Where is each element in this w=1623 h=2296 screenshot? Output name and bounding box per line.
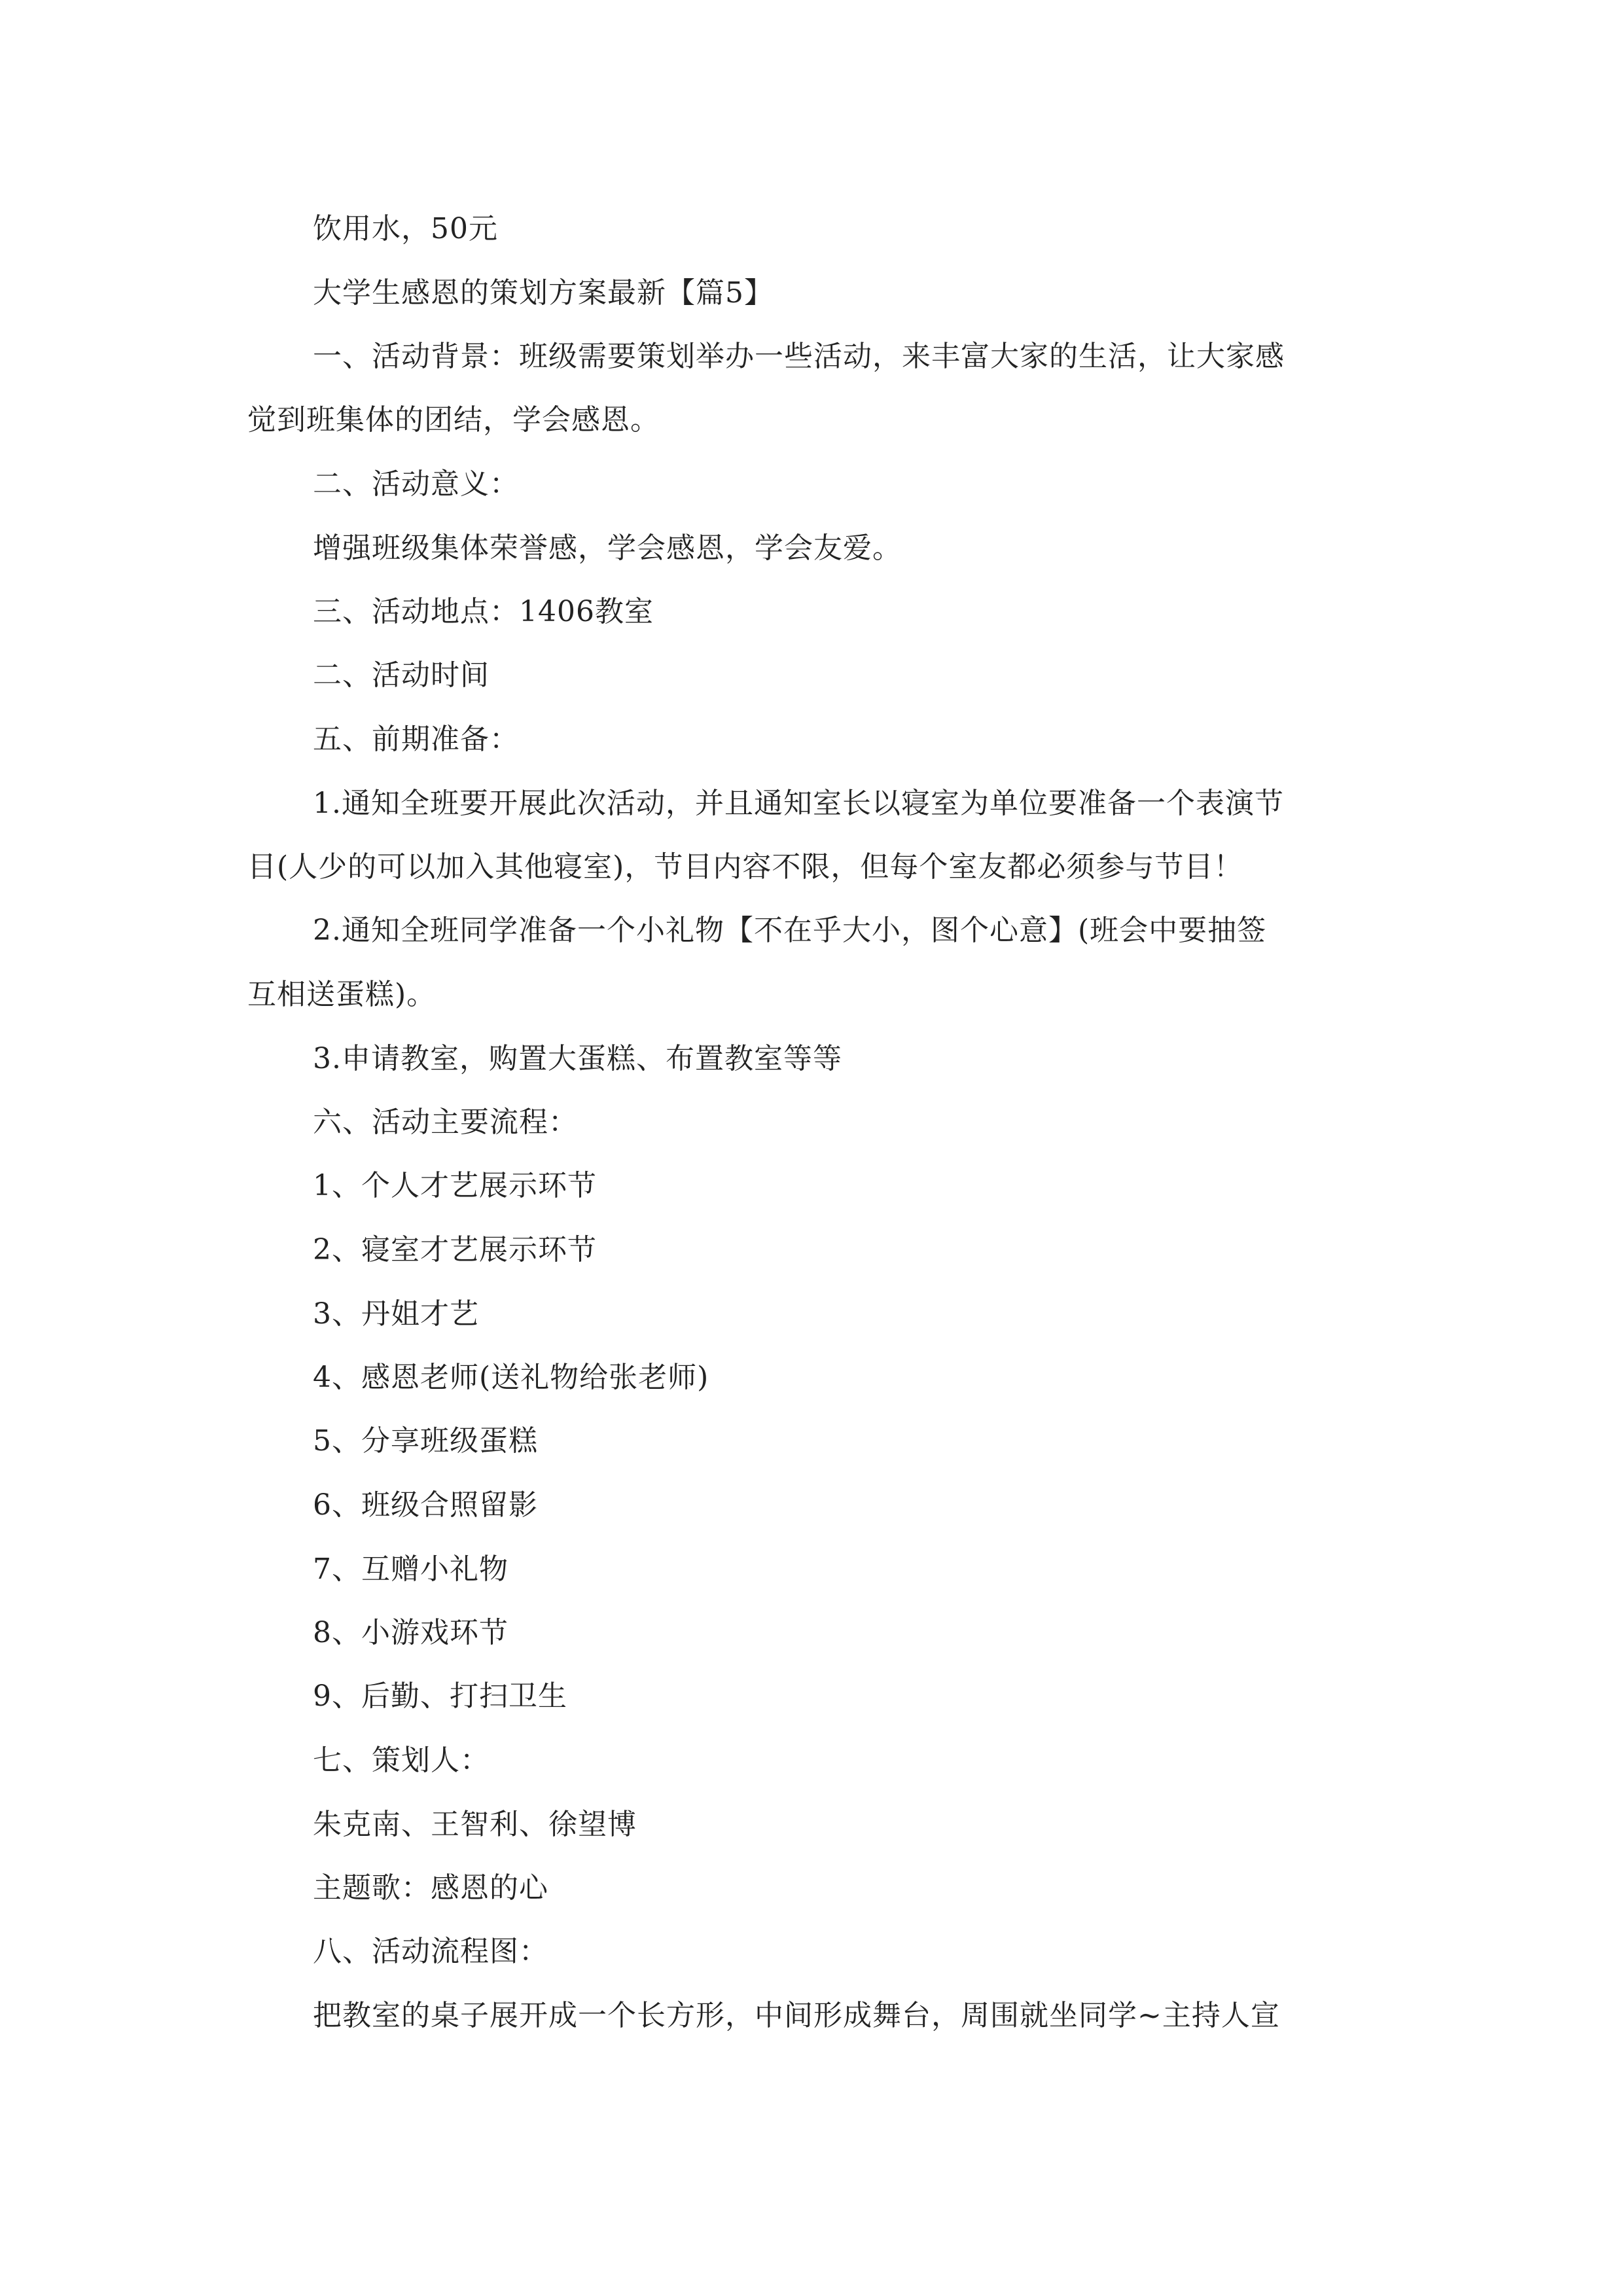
process-item-2: 2、寝室才艺展示环节 <box>313 1233 597 1266</box>
heading-preparation: 五、前期准备： <box>313 723 519 756</box>
heading-location: 三、活动地点：1406教室 <box>313 595 654 628</box>
process-item-9: 9、后勤、打扫卫生 <box>313 1679 567 1713</box>
planner-names: 朱克南、王智利、徐望博 <box>313 1808 637 1841</box>
section-title: 大学生感恩的策划方案最新【篇5】 <box>313 276 774 310</box>
process-item-8: 8、小游戏环节 <box>313 1616 508 1649</box>
process-item-5: 5、分享班级蛋糕 <box>313 1424 538 1458</box>
process-item-3: 3、丹姐才艺 <box>313 1297 479 1331</box>
paragraph-significance: 增强班级集体荣誉感，学会感恩，学会友爱。 <box>313 531 902 565</box>
process-item-4: 4、感恩老师(送礼物给张老师) <box>313 1361 709 1394</box>
paragraph-background: 一、活动背景：班级需要策划举办一些活动，来丰富大家的生活，让大家感 <box>313 340 1285 373</box>
paragraph-flowchart: 把教室的桌子展开成一个长方形，中间形成舞台，周围就坐同学~主持人宣 <box>313 1999 1280 2032</box>
preparation-item-2-cont: 互相送蛋糕)。 <box>247 978 437 1011</box>
process-item-6: 6、班级合照留影 <box>313 1488 538 1522</box>
heading-time: 二、活动时间 <box>313 658 490 692</box>
heading-significance: 二、活动意义： <box>313 467 519 501</box>
preparation-item-3: 3.申请教室，购置大蛋糕、布置教室等等 <box>313 1042 842 1075</box>
preparation-item-1: 1.通知全班要开展此次活动，并且通知室长以寝室为单位要准备一个表演节 <box>313 787 1284 820</box>
theme-song: 主题歌：感恩的心 <box>313 1871 548 1905</box>
heading-flowchart: 八、活动流程图： <box>313 1935 548 1968</box>
text-line-price: 饮用水，50元 <box>313 212 498 245</box>
process-item-1: 1、个人才艺展示环节 <box>313 1169 597 1202</box>
preparation-item-2: 2.通知全班同学准备一个小礼物【不在乎大小，图个心意】(班会中要抽签 <box>313 914 1267 947</box>
heading-process: 六、活动主要流程： <box>313 1105 578 1139</box>
process-item-7: 7、互赠小礼物 <box>313 1552 508 1586</box>
heading-planners: 七、策划人： <box>313 1744 490 1777</box>
paragraph-background-cont: 觉到班集体的团结，学会感恩。 <box>247 403 660 437</box>
preparation-item-1-cont: 目(人少的可以加入其他寝室)，节目内容不限，但每个室友都必须参与节目！ <box>247 850 1243 884</box>
